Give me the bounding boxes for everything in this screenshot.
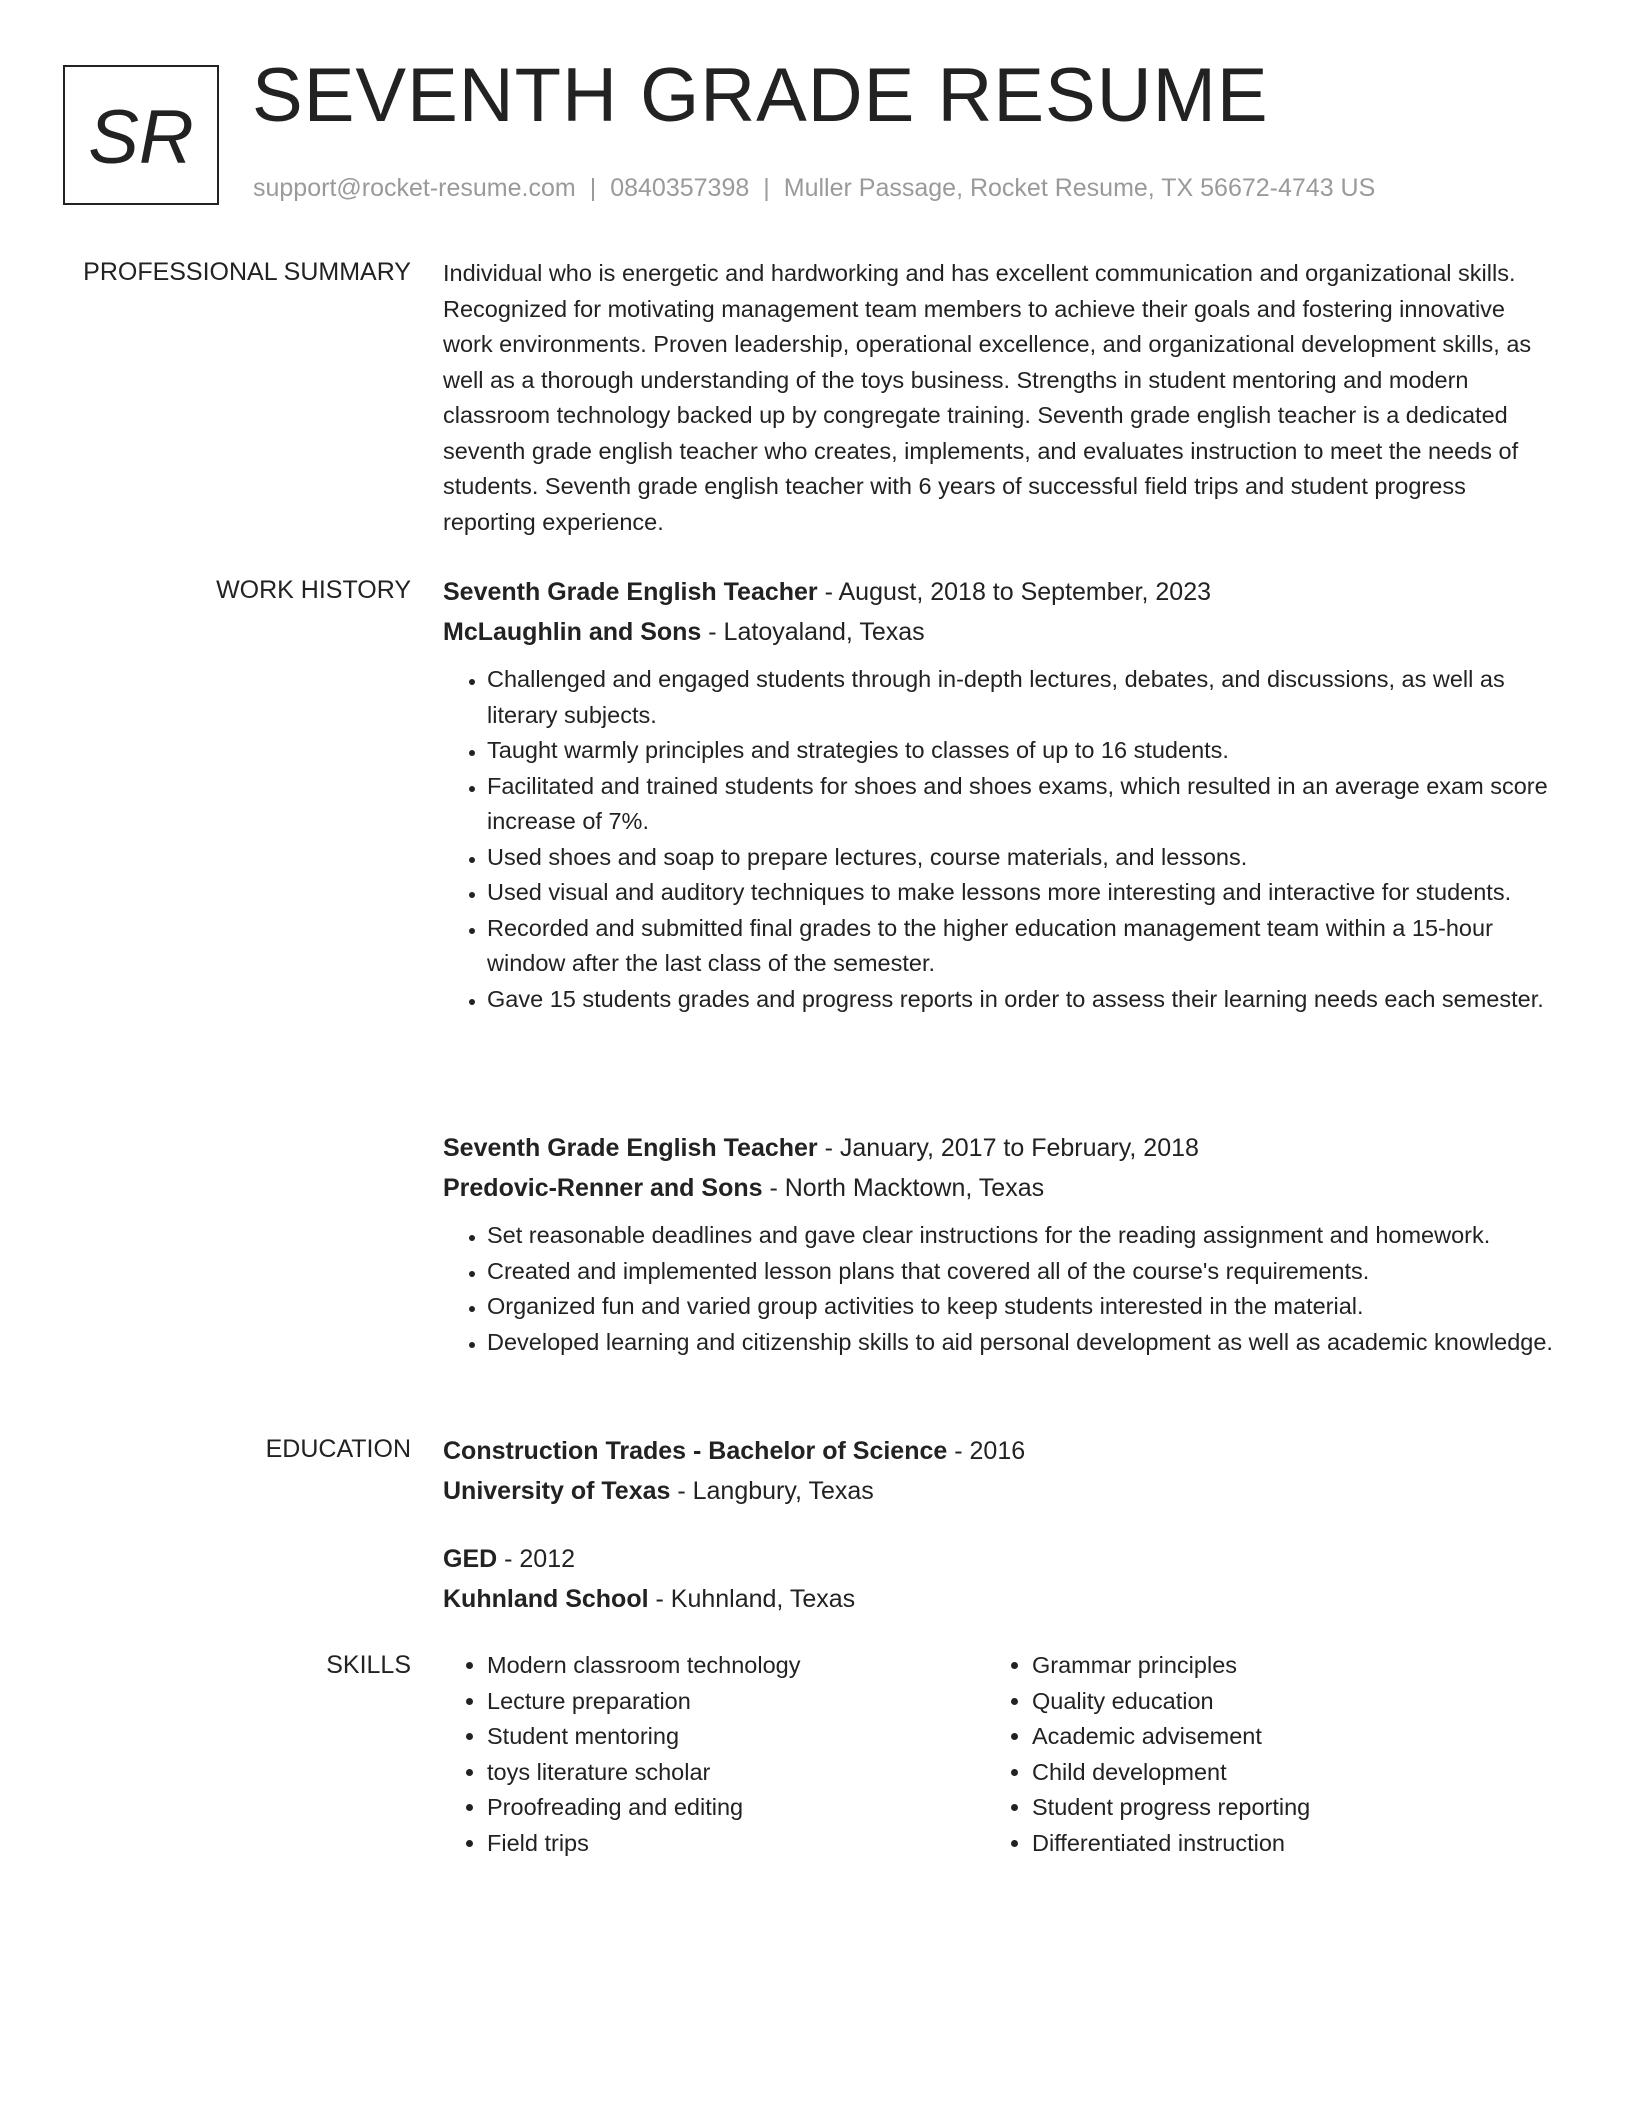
job-bullet: • Taught warmly principles and strategies to classes of up to 16 students. — [487, 733, 1553, 769]
job-bullet: • Challenged and engaged students through in-depth lectures, debates, and discussions, as well as literary subjects. — [487, 662, 1553, 733]
monogram-text: SR — [88, 94, 194, 180]
school-name: Kuhnland School — [443, 1585, 649, 1613]
job-bullets — [443, 662, 1553, 1017]
degree-line — [443, 1539, 1553, 1579]
degree-year: - 2016 — [947, 1437, 1026, 1465]
summary-heading: PROFESSIONAL SUMMARY — [83, 258, 411, 286]
skills-section — [443, 1648, 1553, 1861]
job-title: Seventh Grade English Teacher — [443, 578, 818, 606]
job-company: Predovic-Renner and Sons — [443, 1174, 763, 1202]
degree-name: Construction Trades - Bachelor of Science — [443, 1437, 948, 1465]
job-bullet: • Developed learning and citizenship skills to aid personal development as well as academic knowledge. — [487, 1325, 1553, 1361]
skill-item: • Differentiated instruction — [1032, 1826, 1533, 1862]
job-bullet: • Organized fun and varied group activities to keep students interested in the material. — [487, 1289, 1553, 1325]
job-title-line — [443, 572, 1553, 612]
skill-item: • Quality education — [1032, 1684, 1533, 1720]
contact-phone: 0840357398 — [610, 174, 750, 202]
job-bullet: • Recorded and submitted final grades to the higher education management team within a 15-hour window after the last class of the semester. — [487, 911, 1553, 982]
school-line — [443, 1579, 1553, 1619]
job-dates: - January, 2017 to February, 2018 — [817, 1134, 1199, 1162]
skill-item: • Grammar principles — [1032, 1648, 1533, 1684]
skills-list-right — [988, 1648, 1533, 1861]
school-line — [443, 1471, 1553, 1511]
skills-grid — [443, 1648, 1553, 1861]
skills-list-left — [443, 1648, 988, 1861]
job-title-line — [443, 1128, 1553, 1168]
contact-line — [253, 174, 1375, 203]
skill-item: • Academic advisement — [1032, 1719, 1533, 1755]
job-entry — [443, 572, 1553, 1017]
monogram-badge — [63, 65, 219, 205]
job-company-line — [443, 1168, 1553, 1208]
skill-item: • Child development — [1032, 1755, 1533, 1791]
job-title: Seventh Grade English Teacher — [443, 1134, 818, 1162]
contact-separator: | — [589, 174, 597, 202]
education-entry — [443, 1539, 1553, 1619]
skill-item: • Modern classroom technology — [487, 1648, 988, 1684]
job-bullet: • Facilitated and trained students for shoes and shoes exams, which resulted in an average exam score increase of 7%. — [487, 769, 1553, 840]
job-bullet: • Used visual and auditory techniques to make lessons more interesting and interactive for students. — [487, 875, 1553, 911]
skill-item: • Proofreading and editing — [487, 1790, 988, 1826]
job-bullet: • Used shoes and soap to prepare lectures, course materials, and lessons. — [487, 840, 1553, 876]
education-entry — [443, 1431, 1553, 1511]
work-history-heading: WORK HISTORY — [216, 576, 411, 604]
job-bullet: • Set reasonable deadlines and gave clear instructions for the reading assignment and homework. — [487, 1218, 1553, 1254]
job-location: - North Macktown, Texas — [762, 1174, 1045, 1202]
degree-year: - 2012 — [497, 1545, 576, 1573]
contact-separator: | — [763, 174, 770, 202]
skill-item: • Student progress reporting — [1032, 1790, 1533, 1826]
job-bullets — [443, 1218, 1553, 1360]
job-dates: - August, 2018 to September, 2023 — [817, 578, 1212, 606]
summary-section — [443, 256, 1553, 540]
school-name: University of Texas — [443, 1477, 671, 1505]
skills-heading: SKILLS — [326, 1651, 411, 1679]
work-history-section-2 — [443, 1128, 1553, 1360]
work-history-section — [443, 572, 1553, 1017]
education-heading: EDUCATION — [265, 1435, 411, 1463]
skill-item: • Lecture preparation — [487, 1684, 988, 1720]
contact-email: support@rocket-resume.com — [253, 174, 576, 202]
job-company-line — [443, 612, 1553, 652]
summary-text: Individual who is energetic and hardworking and has excellent communication and organizational skills. Recognized for motivating management team members to achieve their goals and fostering innovative work environments. Proven leadership, operational excellence, and organizational development skills, as well as a thorough understanding of the toys business. Strengths in student mentoring and modern classroom technology backed up by congregate training. Seventh grade english teacher is a dedicated seventh grade english teacher who creates, implements, and evaluates instruction to meet the needs of students. Seventh grade english teacher with 6 years of successful field trips and student progress reporting experience. — [443, 260, 1532, 535]
job-company: McLaughlin and Sons — [443, 618, 702, 646]
skill-item: • toys literature scholar — [487, 1755, 988, 1791]
resume-title: SEVENTH GRADE RESUME — [252, 53, 1269, 138]
school-location: - Kuhnland, Texas — [648, 1585, 856, 1613]
skill-item: • Student mentoring — [487, 1719, 988, 1755]
job-bullet: • Created and implemented lesson plans that covered all of the course's requirements. — [487, 1254, 1553, 1290]
job-bullet: • Gave 15 students grades and progress reports in order to assess their learning needs each semester. — [487, 982, 1553, 1018]
school-location: - Langbury, Texas — [670, 1477, 874, 1505]
job-location: - Latoyaland, Texas — [701, 618, 925, 646]
degree-line — [443, 1431, 1553, 1471]
job-entry — [443, 1128, 1553, 1360]
degree-name: GED — [443, 1545, 498, 1573]
skill-item: • Field trips — [487, 1826, 988, 1862]
contact-address: Muller Passage, Rocket Resume, TX 56672-4743 US — [783, 174, 1376, 202]
